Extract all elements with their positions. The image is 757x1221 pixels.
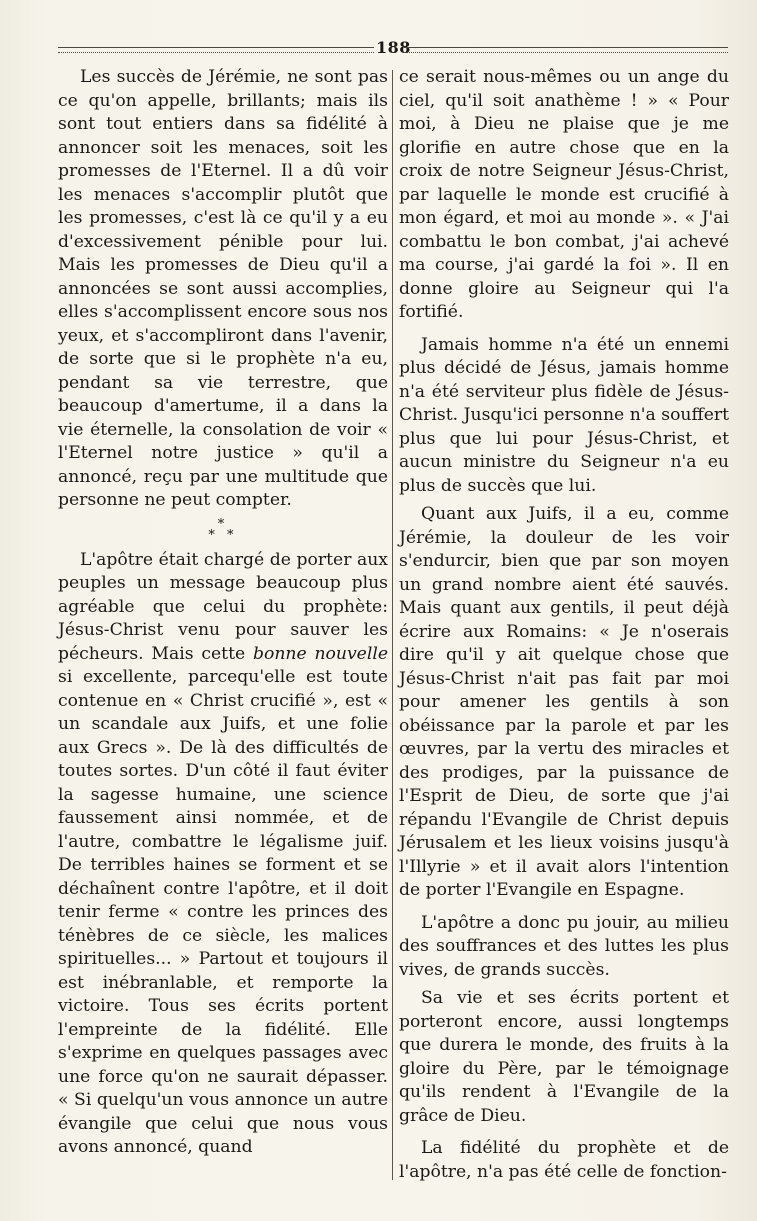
- paragraph: Sa vie et ses écrits portent et porteront encore, aussi longtemps que durera le monde, des fruits à la gloire du Père, par le témoignage qu'ils rendent à l'Evangile de la grâce de Dieu.: [399, 988, 729, 1126]
- running-head: [58, 38, 728, 58]
- paragraph: Quant aux Juifs, il a eu, comme Jérémie, la douleur de les voir s'endurcir, bien que par son moyen un grand nombre aient été sauvés. Mais quant aux gentils, il peut déjà écrire aux Romains: « Je n'oserais dire qu'il y ait quelque chose que Jésus-Christ n'ait pas fait par moi pour amener les gentils à son obéissance par la parole et par les œuvres, par la vertu des miracles et des prodiges, par la puissance de l'Esprit de Dieu, de sorte que j'ai répandu l'Evangile de Christ depuis Jérusalem et les lieux voisins jusqu'à l'Illyrie » et il avait alors l'intention de porter l'Evangile en Espagne.: [399, 504, 729, 900]
- paragraph: ce serait nous-mêmes ou un ange du ciel, qu'il soit anathème ! » « Pour moi, à Dieu ne plaise que je me glorifie en autre chose que en la croix de notre Seigneur Jésus-Christ, par laquelle le monde est crucifié à mon égard, et moi au monde ». « J'ai combattu le bon combat, j'ai achevé ma course, j'ai gardé la foi ». Il en donne gloire au Seigneur qui l'a fortifié.: [399, 67, 729, 322]
- paragraph: [58, 549, 388, 1160]
- paragraph-text: si excellente, parcequ'elle est toute contenue en « Christ crucifié », est « un scandale aux Juifs, et une folie aux Grecs ». De là des difficultés de toutes sortes. D'un côté il faut éviter la sagesse humaine, une science faussement ainsi nommée, et de l'autre, combattre le légalisme juif. De terribles haines se forment et se déchaînent contre l'apôtre, et il doit tenir ferme « contre les princes des ténèbres de ce siècle, les malices spirituelles... » Partout et toujours il est inébranlable, et remporte la victoire. Tous ses écrits portent l'empreinte de la fidélité. Elle s'exprime en quelques passages avec une force qu'on ne saurait dépasser. « Si quelqu'un vous annonce un autre évangile que celui que nous vous avons annoncé, quand: [58, 667, 388, 1157]
- header-rule-left: [58, 47, 374, 53]
- paragraph: Jamais homme n'a été un ennemi plus décidé de Jésus, jamais homme n'a été serviteur plus fidèle de Jésus-Christ. Jusqu'ici personne n'a souffert plus que lui pour Jésus-Christ, et aucun ministre du Seigneur n'a eu plus de succès que lui.: [399, 334, 729, 496]
- left-column: [58, 66, 388, 1160]
- asterism-top: *: [217, 516, 229, 532]
- italic-phrase: bonne nouvelle: [252, 643, 388, 664]
- column-divider: [392, 70, 393, 1180]
- page-number: 188: [376, 38, 411, 57]
- asterism-bottom: * *: [208, 527, 238, 543]
- header-rule-right: [404, 47, 728, 53]
- paragraph-text: L'apôtre était chargé de porter aux peuples un message beaucoup plus agréable que celui du prophète: Jésus-Christ venu pour sauver les pécheurs. Mais cette: [58, 549, 388, 664]
- paragraph: La fidélité du prophète et de l'apôtre, n'a pas été celle de fonction-: [399, 1138, 729, 1182]
- paragraph: Les succès de Jérémie, ne sont pas ce qu'on appelle, brillants; mais ils sont tout entiers dans sa fidélité à annoncer soit les menaces, soit les promesses de l'Eternel. Il a dû voir les menaces s'accomplir plutôt que les promesses, c'est là ce qu'il y a eu d'excessivement pénible pour lui. Mais les promesses de Dieu qu'il a annoncées se sont aussi accomplies, elles s'accomplissent encore sous nos yeux, et s'accompliront dans l'avenir, de sorte que si le prophète n'a eu, pendant sa vie terrestre, que beaucoup d'amertume, il a dans la vie éternelle, la consolation de voir « l'Eternel notre justice » qu'il a annoncé, reçu par une multitude que personne ne peut compter.: [58, 67, 388, 510]
- paragraph: L'apôtre a donc pu jouir, au milieu des souffrances et des luttes les plus vives, de grands succès.: [399, 912, 729, 980]
- right-column: [399, 66, 729, 1184]
- section-asterism: [58, 516, 388, 543]
